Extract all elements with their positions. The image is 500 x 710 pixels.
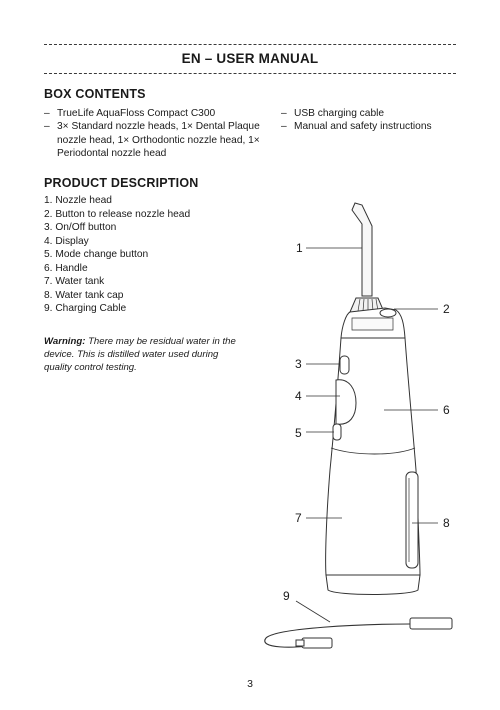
nozzle-tip xyxy=(352,203,372,296)
list-item: – Manual and safety instructions xyxy=(281,120,461,133)
release-button xyxy=(380,309,396,317)
part-item: 6. Handle xyxy=(44,262,88,274)
list-item: – USB charging cable xyxy=(281,107,461,120)
callout-2: 2 xyxy=(443,302,450,316)
part-item: 2. Button to release nozzle head xyxy=(44,208,191,220)
warning-label: Warning: xyxy=(44,336,86,347)
part-item: 3. On/Off button xyxy=(44,222,117,233)
callout-9: 9 xyxy=(283,589,290,603)
part-item: 4. Display xyxy=(44,235,89,247)
part-item: 1. Nozzle head xyxy=(44,195,112,206)
device-base xyxy=(326,575,420,595)
list-item: – TrueLife AquaFloss Compact C300 xyxy=(44,107,269,120)
part-item: 8. Water tank cap xyxy=(44,289,124,301)
callout-3: 3 xyxy=(295,357,302,371)
device-plug xyxy=(410,618,452,629)
part-item: 9. Charging Cable xyxy=(44,303,127,314)
charging-cable xyxy=(265,624,410,647)
usb-plug xyxy=(302,638,332,648)
water-tank-cap xyxy=(406,472,418,568)
warning-text: There may be residual water in the device. This is distilled water used during quality control testing. xyxy=(44,336,236,374)
box-contents-heading: BOX CONTENTS xyxy=(44,87,146,101)
callout-line-9 xyxy=(296,601,330,622)
callout-1: 1 xyxy=(296,241,303,255)
callout-6: 6 xyxy=(443,403,450,417)
on-off-button xyxy=(340,356,349,374)
page-title: EN – USER MANUAL xyxy=(181,51,319,66)
product-description-heading: PRODUCT DESCRIPTION xyxy=(44,176,199,190)
mode-button xyxy=(333,424,341,440)
part-item: 5. Mode change button xyxy=(44,249,149,260)
part-item: 7. Water tank xyxy=(44,276,105,287)
callout-8: 8 xyxy=(443,516,450,530)
page-number: 3 xyxy=(247,678,253,690)
callout-7: 7 xyxy=(295,511,302,525)
callout-5: 5 xyxy=(295,426,302,440)
list-item: – 3× Standard nozzle heads, 1× Dental Plaque nozzle head, 1× Orthodontic nozzle head, 1× Periodontal nozzle head xyxy=(44,120,269,160)
callout-4: 4 xyxy=(295,389,302,403)
